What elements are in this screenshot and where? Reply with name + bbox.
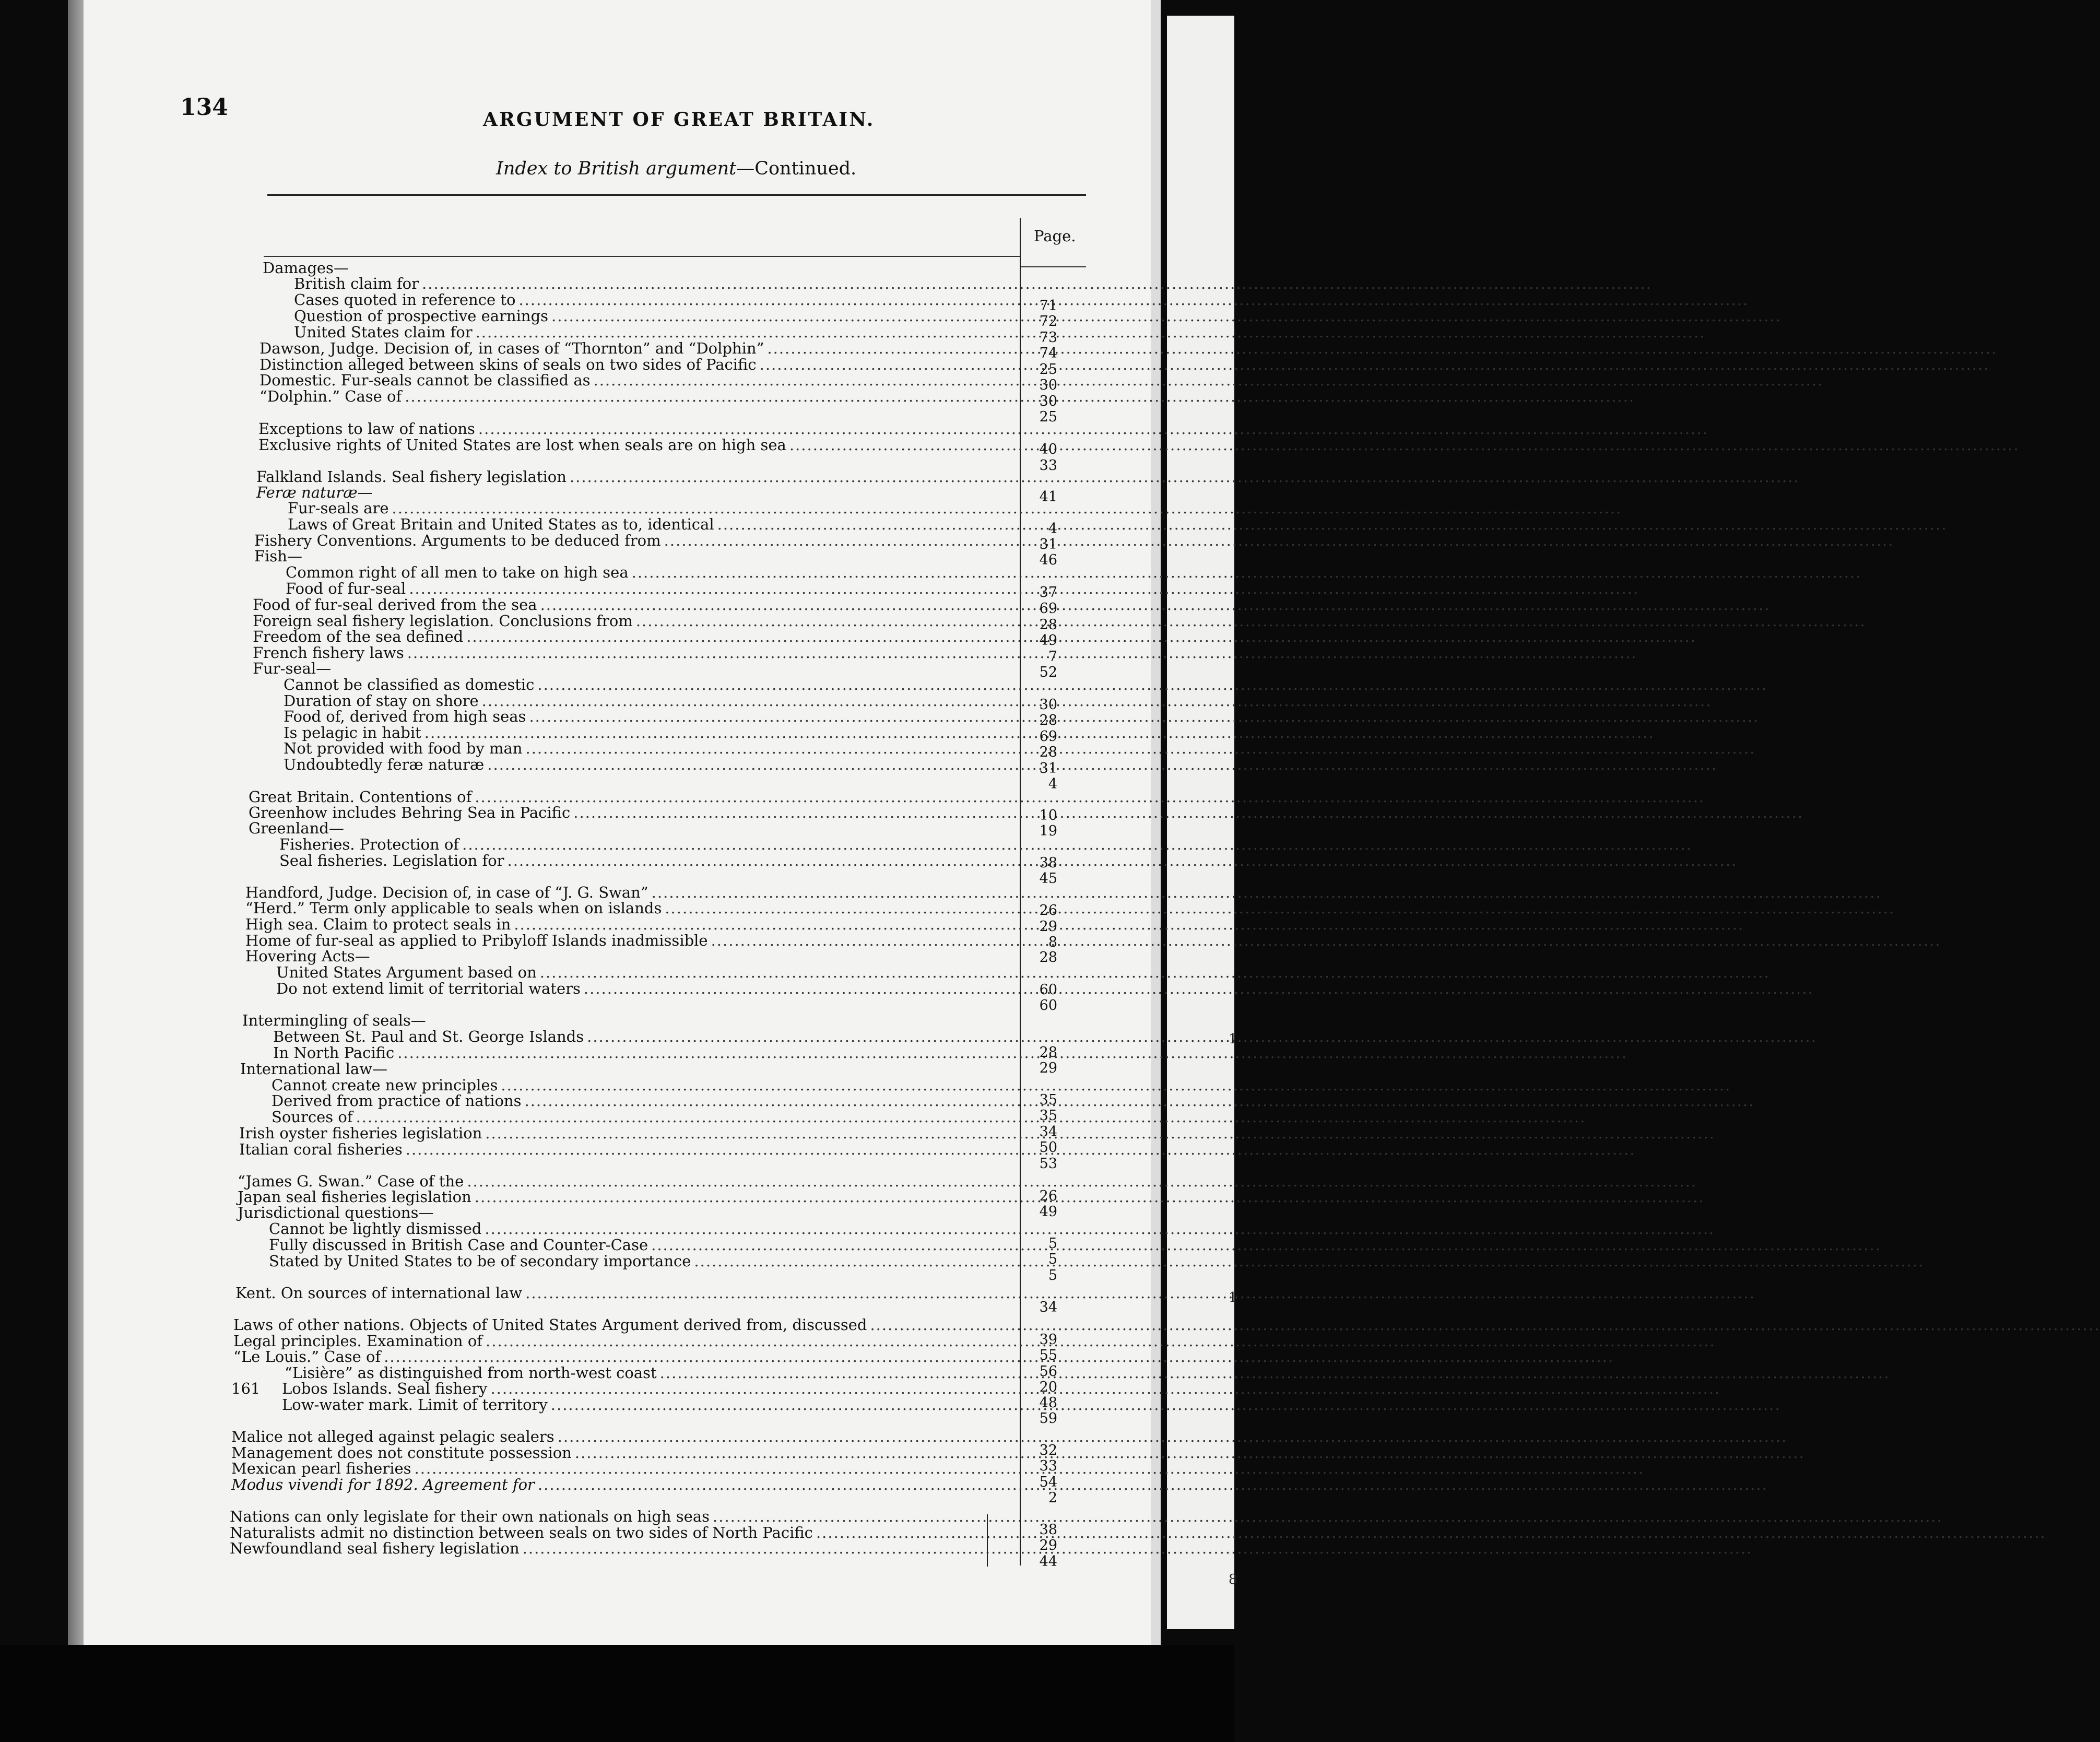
page-ref: 59	[1039, 1410, 1057, 1427]
page-ref: 28	[1039, 1044, 1057, 1061]
page-ref: 41	[1039, 489, 1057, 505]
index-entry: Malice not alleged against pelagic sealers .....	[231, 1428, 954, 1445]
index-entry: Exclusive rights of United States are lost when seals are on high sea .....	[258, 437, 972, 453]
index-entry: Derived from practice of nations .....	[272, 1092, 953, 1109]
page-ref: 25	[1039, 409, 1057, 425]
page-ref: 38	[1039, 855, 1057, 871]
index-entry: Newfoundland seal fishery legislation .....	[230, 1540, 951, 1557]
index-entry: Fisheries. Protection of .....	[279, 836, 984, 853]
index-entry: Intermingling of seals—	[242, 1011, 426, 1029]
index-entry: “Dolphin.” Case of .....	[259, 388, 979, 405]
page-ref: 53	[1039, 1156, 1057, 1172]
page-ref: 38	[1039, 1522, 1057, 1538]
page-ref: 60	[1039, 982, 1057, 998]
page-ref: 73	[1039, 329, 1057, 346]
index-entry: Nations can only legislate for their own nationals on high seas .....	[230, 1508, 838, 1525]
page-ref: 29	[1039, 1537, 1057, 1553]
page-ref: 40	[1039, 441, 1057, 457]
facing-page-fragment: 8	[1229, 1572, 1237, 1587]
page-ref: 32	[1039, 1442, 1057, 1458]
page-ref: 31	[1039, 536, 1057, 552]
page-ref: 4	[1048, 521, 1057, 537]
page-ref: 69	[1039, 601, 1057, 617]
index-entry: Cases quoted in reference to .....	[294, 291, 983, 308]
index-entry: In North Pacific .....	[273, 1044, 982, 1061]
index-entry: “James G. Swan.” Case of the .....	[238, 1173, 942, 1190]
page-ref: 5	[1048, 1267, 1057, 1284]
index-entry: Duration of stay on shore .....	[284, 692, 973, 709]
page-ref: 44	[1039, 1553, 1057, 1570]
running-head: ARGUMENT OF GREAT BRITAIN.	[483, 109, 875, 131]
index-entry: Lobos Islands. Seal fishery .....	[282, 1380, 950, 1397]
index-entry: Food of fur-seal .....	[286, 580, 1009, 597]
page-ref: 71	[1039, 298, 1057, 314]
index-entry: Do not extend limit of territorial waters .....	[276, 980, 970, 997]
index-entry: Laws of Great Britain and United States as to, identical .....	[288, 516, 958, 533]
index-entry: Cannot create new principles .....	[272, 1077, 1002, 1093]
index-entry: Low-water mark. Limit of territory .....	[282, 1396, 958, 1413]
header-rule	[267, 194, 1086, 196]
index-entry: Common right of all men to take on high sea .....	[286, 564, 987, 581]
page-ref: 34	[1039, 1124, 1057, 1140]
page-ref: 28	[1039, 712, 1057, 728]
index-entry: British claim for .....	[294, 275, 949, 292]
page-ref: 37	[1039, 584, 1057, 601]
index-entry: Legal principles. Examination of .....	[233, 1333, 966, 1349]
page-ref: 49	[1039, 632, 1057, 649]
index-entry: Italian coral fisheries .....	[239, 1141, 985, 1158]
page-column-divider-lower	[987, 1514, 988, 1567]
index-entry: Handford, Judge. Decision of, in case of “J. G. Swan” .....	[245, 884, 934, 901]
page-ref: 28	[1039, 744, 1057, 760]
page-ref: 56	[1039, 1363, 1057, 1380]
index-entry: Kent. On sources of international law .....	[235, 1285, 964, 1301]
page-ref: 5	[1048, 1251, 1057, 1267]
index-entry: “Le Louis.” Case of .....	[233, 1348, 974, 1365]
index-entry: Dawson, Judge. Decision of, in cases of “Thornton” and “Dolphin” .....	[259, 340, 955, 357]
page-ref: 48	[1039, 1395, 1057, 1411]
index-entry: Cannot be classified as domestic .....	[284, 676, 992, 693]
scan-background	[0, 1645, 1234, 1742]
page-ref: 25	[1039, 361, 1057, 378]
page-ref: 45	[1039, 870, 1057, 887]
index-entry: United States Argument based on .....	[276, 964, 978, 981]
index-entry: Seal fisheries. Legislation for .....	[279, 852, 967, 869]
page-ref: 4	[1048, 776, 1057, 792]
page-ref: 10	[1039, 807, 1057, 823]
index-entry: Fur-seal—	[253, 660, 332, 677]
page-ref: 49	[1039, 1204, 1057, 1220]
index-entry: United States claim for .....	[294, 324, 972, 340]
index-entry: Stated by United States to be of secondary importance .....	[269, 1253, 965, 1269]
index-entry: Greenhow includes Behring Sea in Pacific .....	[249, 804, 986, 821]
index-subtitle	[496, 158, 856, 179]
index-entry: Greenland—	[249, 819, 344, 837]
page-ref: 39	[1039, 1332, 1057, 1348]
index-entry: Damages—	[263, 259, 349, 277]
page-ref: 20	[1039, 1379, 1057, 1395]
page-ref: 26	[1039, 1188, 1057, 1204]
page-ref: 30	[1039, 697, 1057, 713]
page-ref: 7	[1048, 649, 1057, 665]
index-entry: International law—	[240, 1060, 388, 1078]
index-entry: Jurisdictional questions—	[238, 1204, 434, 1221]
index-entry: Not provided with food by man .....	[284, 740, 985, 757]
page-ref: 33	[1039, 457, 1057, 474]
index-entry: French fishery laws .....	[253, 644, 1013, 661]
page-ref: 46	[1039, 552, 1057, 568]
page-ref: 72	[1039, 313, 1057, 329]
index-entry: Laws of other nations. Objects of United States Argument derived from, discussed .....	[233, 1316, 922, 1333]
index-entry: Food of fur-seal derived from the sea .....	[253, 596, 1010, 613]
index-entry: Fur-seals are .....	[288, 500, 966, 516]
index-entry: Question of prospective earnings .....	[294, 308, 995, 324]
page-ref: 34	[1039, 1299, 1057, 1315]
page-ref: 5	[1048, 1235, 1057, 1252]
index-entry: Freedom of the sea defined .....	[253, 628, 988, 645]
page-ref: 35	[1039, 1108, 1057, 1124]
index-entry: “Lisière” as distinguished from north-west coast .....	[285, 1364, 958, 1381]
page-ref: 30	[1039, 377, 1057, 393]
subtitle-continued: —Continued.	[736, 158, 857, 179]
page-ref: 35	[1039, 1092, 1057, 1108]
index-entry: Japan seal fisheries legislation .....	[238, 1188, 976, 1205]
column-head-rule	[264, 256, 1021, 257]
page-ref: 55	[1039, 1347, 1057, 1363]
page-ref: 28	[1039, 617, 1057, 633]
margin-note: 161	[231, 1380, 261, 1397]
facing-page-fragment: 1	[1229, 1290, 1237, 1305]
page-ref: 33	[1039, 1458, 1057, 1474]
index-entry: Fully discussed in British Case and Counter-Case .....	[269, 1237, 996, 1253]
facing-page-fragment: 1	[1229, 1031, 1237, 1047]
index-entry: Sources of .....	[272, 1109, 983, 1125]
index-entry: Hovering Acts—	[245, 947, 370, 965]
index-entry: Fish—	[254, 547, 302, 565]
page-ref: 52	[1039, 664, 1057, 680]
index-entry: Distinction alleged between skins of seals on two sides of Pacific .....	[259, 356, 984, 373]
page-ref: 29	[1039, 919, 1057, 935]
index-entry: Cannot be lightly dismissed .....	[269, 1220, 986, 1237]
subtitle-italic: Index to British argument	[496, 158, 737, 179]
index-entry: High sea. Claim to protect seals in .....	[245, 916, 947, 933]
index-entry: Home of fur-seal as applied to Pribyloff Islands inadmissible .....	[245, 932, 962, 949]
index-entry: Great Britain. Contentions of .....	[249, 788, 997, 805]
page-ref: 31	[1039, 760, 1057, 776]
page-ref: 19	[1039, 823, 1057, 839]
page-ref: 74	[1039, 345, 1057, 361]
page-ref: 8	[1048, 934, 1057, 950]
index-entry: Naturalists admit no distinction between seals on two sides of North Pacific .....	[230, 1524, 837, 1541]
page-ref: 69	[1039, 728, 1057, 745]
index-entry: Feræ naturæ—	[256, 484, 373, 501]
page-column-rule	[1021, 266, 1086, 267]
page-column-header: Page.	[1034, 227, 1076, 245]
page-ref: 26	[1039, 902, 1057, 919]
index-entry: Management does not constitute possession .....	[231, 1444, 993, 1461]
page-ref: 50	[1039, 1139, 1057, 1156]
index-entry: Undoubtedly feræ naturæ .....	[284, 756, 1009, 773]
page-ref: 28	[1039, 949, 1057, 966]
page-number: 134	[180, 94, 228, 121]
page-ref: 30	[1039, 393, 1057, 409]
index-entry: Between St. Paul and St. George Islands .....	[273, 1028, 963, 1045]
index-entry: Is pelagic in habit .....	[284, 724, 988, 741]
index-entry: Irish oyster fisheries legislation .....	[239, 1125, 981, 1141]
page-ref: 60	[1039, 997, 1057, 1014]
page-ref: 2	[1048, 1490, 1057, 1506]
page-ref: 29	[1039, 1060, 1057, 1076]
index-entry: Foreign seal fishery legislation. Conclusions from .....	[253, 613, 960, 629]
index-entry: Mexican pearl fisheries .....	[231, 1460, 989, 1477]
index-entry: Falkland Islands. Seal fishery legislation .....	[256, 468, 977, 485]
index-entry: “Herd.” Term only applicable to seals when on islands .....	[245, 900, 910, 916]
page-ref: 54	[1039, 1474, 1057, 1490]
index-entry: Fishery Conventions. Arguments to be deduced from .....	[254, 532, 967, 549]
index-entry: Food of, derived from high seas .....	[284, 708, 962, 725]
index-entry: Domestic. Fur-seals cannot be classified as .....	[259, 372, 990, 389]
index-entry: Modus vivendi for 1892. Agreement for .....	[231, 1476, 961, 1493]
index-entry: Exceptions to law of nations .....	[258, 420, 985, 437]
